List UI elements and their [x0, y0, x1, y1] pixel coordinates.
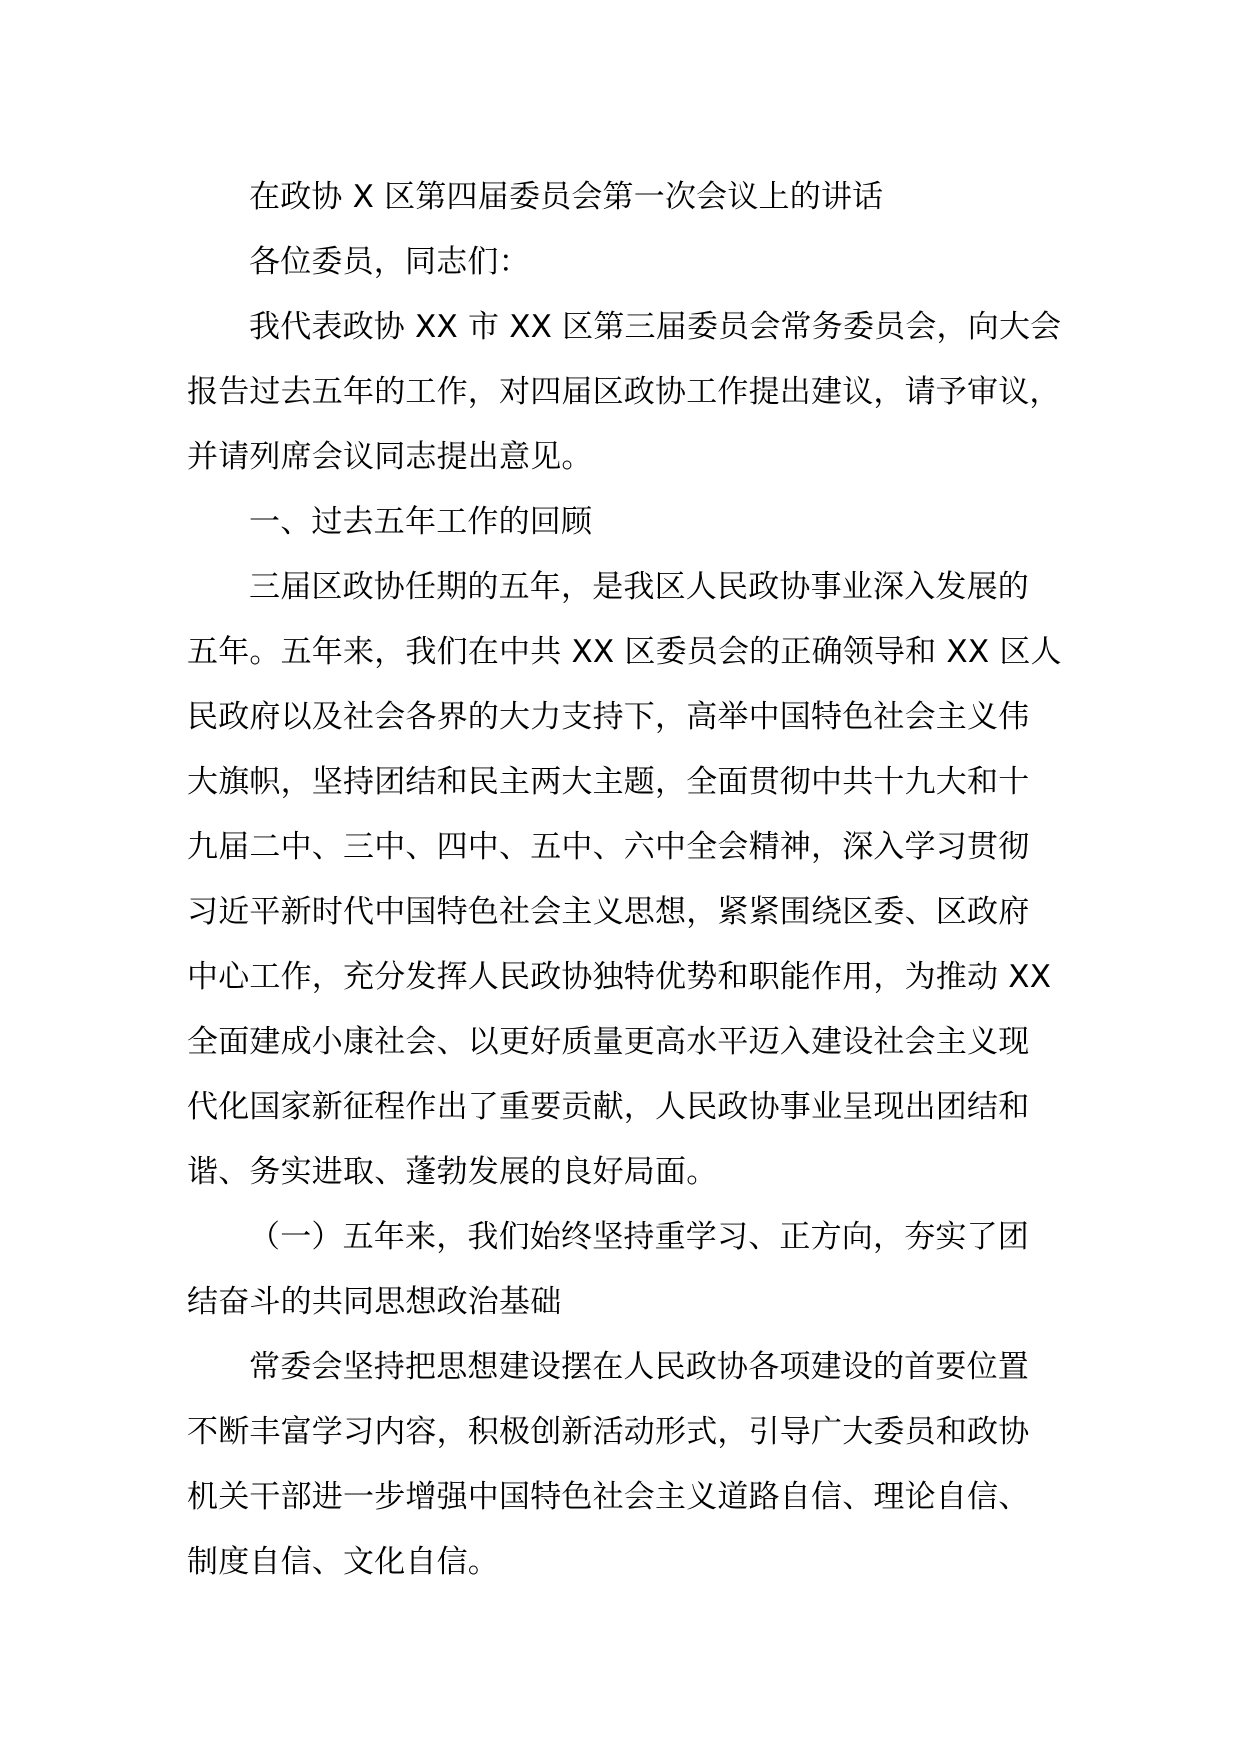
document-body [187, 165, 1077, 1595]
paragraph-line: 常委会坚持把思想建设摆在人民政协各项建设的首要位置 [249, 1349, 1029, 1385]
paragraph-1 [187, 295, 1077, 490]
salutation: 各位委员，同志们： [249, 244, 530, 280]
paragraph-line: 三届区政协任期的五年，是我区人民政协事业深入发展的 [249, 569, 1029, 605]
section-heading: 一、过去五年工作的回顾 [249, 504, 593, 540]
paragraph-line: 并请列席会议同志提出意见。 [187, 439, 593, 475]
paragraph-line: 代化国家新征程作出了重要贡献，人民政协事业呈现出团结和 [187, 1089, 1030, 1125]
paragraph-line: 报告过去五年的工作，对四届区政协工作提出建议，请予审议， [187, 374, 1061, 410]
paragraph-2 [187, 555, 1077, 1205]
subheading-line: 结奋斗的共同思想政治基础 [187, 1284, 562, 1320]
subheading-line: （一）五年来，我们始终坚持重学习、正方向，夯实了团 [249, 1219, 1029, 1255]
paragraph-line: 中心工作，充分发挥人民政协独特优势和职能作用，为推动 XX [187, 959, 1052, 995]
paragraph-line: 我代表政协 XX 市 XX 区第三届委员会常务委员会，向大会 [249, 309, 1062, 345]
paragraph-line: 全面建成小康社会、以更好质量更高水平迈入建设社会主义现 [187, 1024, 1030, 1060]
paragraph-line: 民政府以及社会各界的大力支持下，高举中国特色社会主义伟 [187, 699, 1030, 735]
paragraph-line: 大旗帜，坚持团结和民主两大主题，全面贯彻中共十九大和十 [187, 764, 1030, 800]
paragraph-line: 不断丰富学习内容，积极创新活动形式，引导广大委员和政协 [187, 1414, 1030, 1450]
document-title: 在政协 X 区第四届委员会第一次会议上的讲话 [249, 179, 884, 215]
paragraph-line: 制度自信、文化自信。 [187, 1544, 499, 1580]
paragraph-line: 谐、务实进取、蓬勃发展的良好局面。 [187, 1154, 718, 1190]
paragraph-line: 九届二中、三中、四中、五中、六中全会精神，深入学习贯彻 [187, 829, 1030, 865]
paragraph-3 [187, 1335, 1077, 1595]
paragraph-line: 机关干部进一步增强中国特色社会主义道路自信、理论自信、 [187, 1479, 1030, 1515]
paragraph-line: 习近平新时代中国特色社会主义思想，紧紧围绕区委、区政府 [187, 894, 1030, 930]
paragraph-line: 五年。五年来，我们在中共 XX 区委员会的正确领导和 XX 区人 [187, 634, 1062, 670]
subsection-heading [187, 1205, 1077, 1335]
